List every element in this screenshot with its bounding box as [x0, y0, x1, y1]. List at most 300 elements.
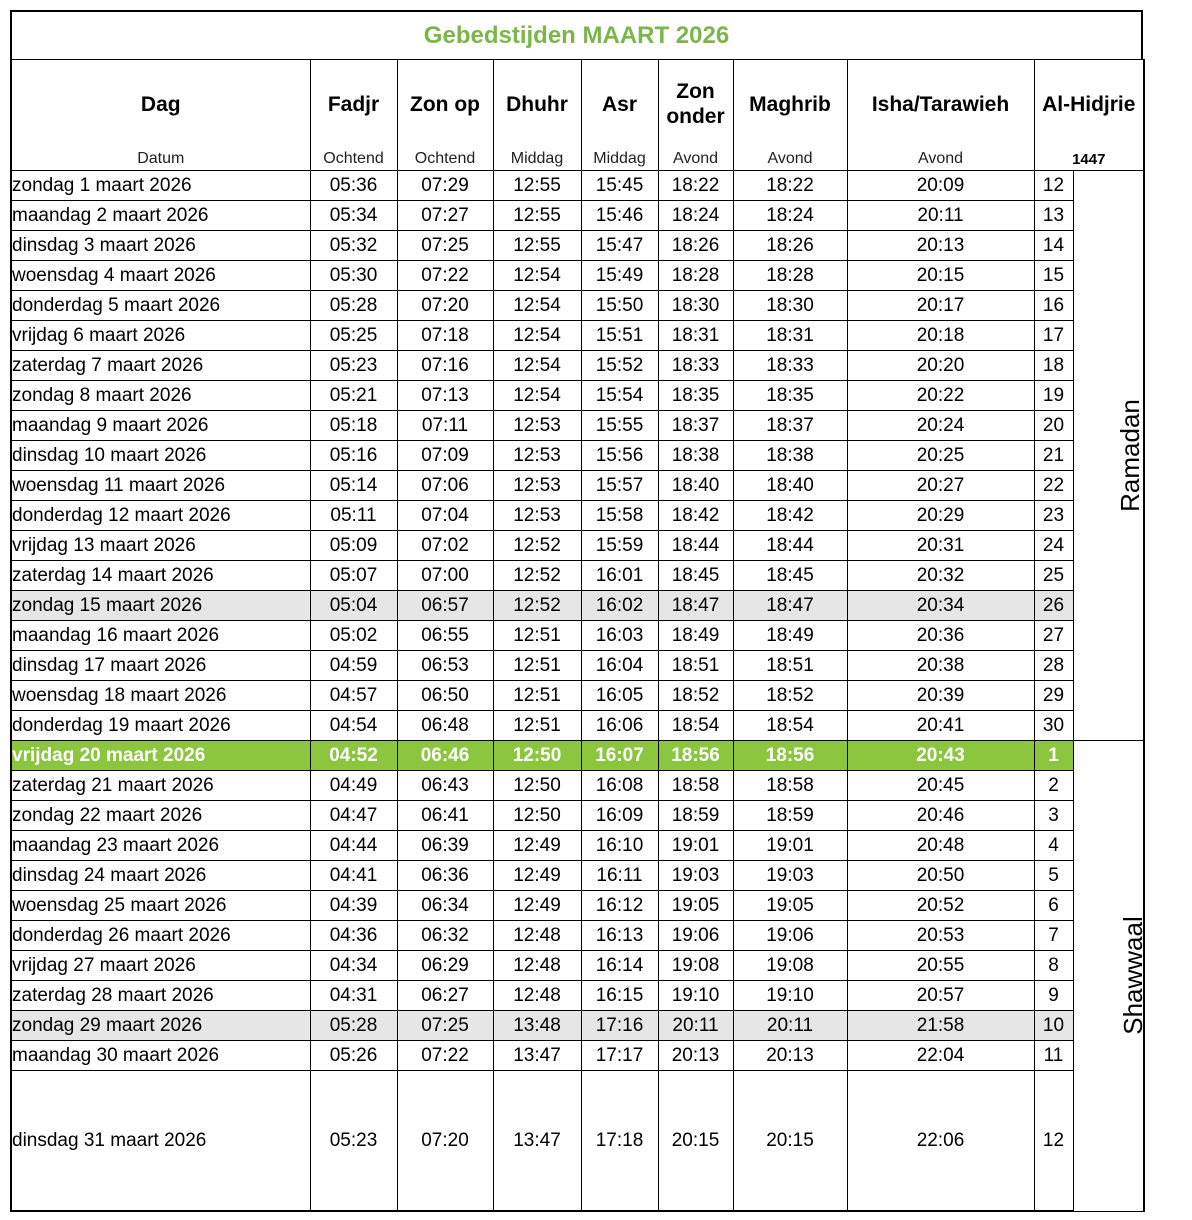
hidjrie-day-cell: 20 — [1034, 411, 1073, 441]
isha-cell: 20:53 — [847, 921, 1034, 951]
isha-cell: 20:39 — [847, 681, 1034, 711]
asr-cell: 16:15 — [581, 981, 658, 1011]
zononder-cell: 18:56 — [658, 741, 733, 771]
dhuhr-cell: 12:48 — [493, 951, 581, 981]
hidjrie-day-cell: 6 — [1034, 891, 1073, 921]
table-row — [11, 291, 1144, 321]
dhuhr-cell: 13:47 — [493, 1041, 581, 1071]
prayer-times-body — [11, 171, 1148, 1212]
asr-cell: 16:14 — [581, 951, 658, 981]
isha-cell: 20:52 — [847, 891, 1034, 921]
maghrib-cell: 18:58 — [733, 771, 847, 801]
day-cell: zaterdag 14 maart 2026 — [11, 561, 310, 591]
header-dhuhr: Dhuhr Middag — [493, 60, 581, 171]
fadjr-cell: 05:34 — [310, 201, 397, 231]
fadjr-cell: 05:21 — [310, 381, 397, 411]
zononder-cell: 18:45 — [658, 561, 733, 591]
asr-cell: 16:08 — [581, 771, 658, 801]
maghrib-cell: 19:05 — [733, 891, 847, 921]
dhuhr-cell: 12:53 — [493, 471, 581, 501]
hidjrie-day-cell: 23 — [1034, 501, 1073, 531]
day-cell: zondag 29 maart 2026 — [11, 1011, 310, 1041]
isha-cell: 20:11 — [847, 201, 1034, 231]
prayer-times-sheet — [10, 10, 1148, 1207]
asr-cell: 15:45 — [581, 171, 658, 201]
asr-cell: 16:11 — [581, 861, 658, 891]
maghrib-cell: 19:03 — [733, 861, 847, 891]
fadjr-cell: 05:28 — [310, 291, 397, 321]
table-row — [11, 501, 1144, 531]
hidjrie-day-cell: 15 — [1034, 261, 1073, 291]
zonop-cell: 07:18 — [397, 321, 493, 351]
zononder-cell: 18:28 — [658, 261, 733, 291]
table-row — [11, 261, 1144, 291]
dhuhr-cell: 12:55 — [493, 201, 581, 231]
maghrib-cell: 18:30 — [733, 291, 847, 321]
maghrib-cell: 19:08 — [733, 951, 847, 981]
fadjr-cell: 05:25 — [310, 321, 397, 351]
isha-cell: 20:24 — [847, 411, 1034, 441]
fadjr-cell: 05:32 — [310, 231, 397, 261]
day-cell: dinsdag 31 maart 2026 — [11, 1071, 310, 1212]
zonop-cell: 06:34 — [397, 891, 493, 921]
day-cell: dinsdag 17 maart 2026 — [11, 651, 310, 681]
fadjr-cell: 04:52 — [310, 741, 397, 771]
isha-cell: 20:27 — [847, 471, 1034, 501]
zonop-cell: 06:27 — [397, 981, 493, 1011]
hidjrie-day-cell: 29 — [1034, 681, 1073, 711]
asr-cell: 16:10 — [581, 831, 658, 861]
day-cell: zaterdag 21 maart 2026 — [11, 771, 310, 801]
zonop-cell: 06:36 — [397, 861, 493, 891]
asr-cell: 16:06 — [581, 711, 658, 741]
hidjrie-day-cell: 13 — [1034, 201, 1073, 231]
day-cell: donderdag 19 maart 2026 — [11, 711, 310, 741]
fadjr-cell: 05:11 — [310, 501, 397, 531]
hidjrie-day-cell: 24 — [1034, 531, 1073, 561]
hidjrie-day-cell: 14 — [1034, 231, 1073, 261]
sheet-title: Gebedstijden MAART 2026 — [10, 10, 1143, 59]
asr-cell: 16:07 — [581, 741, 658, 771]
maghrib-cell: 18:22 — [733, 171, 847, 201]
zonop-cell: 06:41 — [397, 801, 493, 831]
isha-cell: 21:58 — [847, 1011, 1034, 1041]
maghrib-cell: 18:54 — [733, 711, 847, 741]
isha-cell: 22:04 — [847, 1041, 1034, 1071]
dhuhr-cell: 12:49 — [493, 831, 581, 861]
zononder-cell: 18:47 — [658, 591, 733, 621]
maghrib-cell: 18:35 — [733, 381, 847, 411]
maghrib-cell: 20:15 — [733, 1071, 847, 1212]
zonop-cell: 07:16 — [397, 351, 493, 381]
zonop-cell: 07:20 — [397, 291, 493, 321]
zononder-cell: 19:08 — [658, 951, 733, 981]
dhuhr-cell: 12:53 — [493, 501, 581, 531]
isha-cell: 20:46 — [847, 801, 1034, 831]
zononder-cell: 18:38 — [658, 441, 733, 471]
asr-cell: 16:04 — [581, 651, 658, 681]
zonop-cell: 06:32 — [397, 921, 493, 951]
zononder-cell: 19:06 — [658, 921, 733, 951]
maghrib-cell: 18:37 — [733, 411, 847, 441]
fadjr-cell: 04:47 — [310, 801, 397, 831]
zonop-cell: 07:25 — [397, 231, 493, 261]
asr-cell: 17:18 — [581, 1071, 658, 1212]
day-cell: zaterdag 7 maart 2026 — [11, 351, 310, 381]
table-row — [11, 951, 1144, 981]
maghrib-cell: 20:11 — [733, 1011, 847, 1041]
asr-cell: 16:01 — [581, 561, 658, 591]
isha-cell: 20:50 — [847, 861, 1034, 891]
fadjr-cell: 05:14 — [310, 471, 397, 501]
zononder-cell: 18:54 — [658, 711, 733, 741]
dhuhr-cell: 12:52 — [493, 561, 581, 591]
zonop-cell: 06:29 — [397, 951, 493, 981]
zononder-cell: 18:44 — [658, 531, 733, 561]
dhuhr-cell: 12:50 — [493, 801, 581, 831]
zononder-cell: 18:49 — [658, 621, 733, 651]
day-cell: woensdag 25 maart 2026 — [11, 891, 310, 921]
asr-cell: 16:13 — [581, 921, 658, 951]
islamic-month-name: Ramadan — [1114, 399, 1145, 512]
islamic-month-name: Shawwaal — [1117, 916, 1148, 1036]
hidjrie-day-cell: 26 — [1034, 591, 1073, 621]
day-cell: maandag 16 maart 2026 — [11, 621, 310, 651]
fadjr-cell: 05:04 — [310, 591, 397, 621]
dhuhr-cell: 12:51 — [493, 681, 581, 711]
isha-cell: 20:25 — [847, 441, 1034, 471]
table-row — [11, 411, 1144, 441]
header-isha-tarawieh: Isha/Tarawieh Avond — [847, 60, 1034, 171]
table-row — [11, 621, 1144, 651]
dhuhr-cell: 12:54 — [493, 291, 581, 321]
dhuhr-cell: 12:52 — [493, 591, 581, 621]
asr-cell: 15:54 — [581, 381, 658, 411]
dhuhr-cell: 12:50 — [493, 771, 581, 801]
maghrib-cell: 18:28 — [733, 261, 847, 291]
isha-cell: 20:45 — [847, 771, 1034, 801]
asr-cell: 15:51 — [581, 321, 658, 351]
fadjr-cell: 04:31 — [310, 981, 397, 1011]
zonop-cell: 06:55 — [397, 621, 493, 651]
dhuhr-cell: 13:48 — [493, 1011, 581, 1041]
asr-cell: 15:56 — [581, 441, 658, 471]
fadjr-cell: 04:41 — [310, 861, 397, 891]
zononder-cell: 18:33 — [658, 351, 733, 381]
fadjr-cell: 04:57 — [310, 681, 397, 711]
hidjrie-day-cell: 12 — [1034, 1071, 1073, 1212]
hidjrie-day-cell: 8 — [1034, 951, 1073, 981]
asr-cell: 15:47 — [581, 231, 658, 261]
zonop-cell: 07:06 — [397, 471, 493, 501]
day-cell: zondag 22 maart 2026 — [11, 801, 310, 831]
day-cell: vrijdag 6 maart 2026 — [11, 321, 310, 351]
zononder-cell: 18:24 — [658, 201, 733, 231]
dhuhr-cell: 12:49 — [493, 891, 581, 921]
day-cell: zondag 1 maart 2026 — [11, 171, 310, 201]
fadjr-cell: 05:36 — [310, 171, 397, 201]
hidjrie-day-cell: 21 — [1034, 441, 1073, 471]
zononder-cell: 18:58 — [658, 771, 733, 801]
fadjr-cell: 04:36 — [310, 921, 397, 951]
table-row — [11, 171, 1144, 201]
table-row — [11, 1071, 1144, 1212]
isha-cell: 20:57 — [847, 981, 1034, 1011]
dhuhr-cell: 12:53 — [493, 411, 581, 441]
header-dag: Dag Datum — [11, 60, 310, 171]
maghrib-cell: 18:44 — [733, 531, 847, 561]
asr-cell: 15:59 — [581, 531, 658, 561]
table-row — [11, 681, 1144, 711]
table-row — [11, 801, 1144, 831]
maghrib-cell: 18:47 — [733, 591, 847, 621]
dhuhr-cell: 12:48 — [493, 921, 581, 951]
maghrib-cell: 18:26 — [733, 231, 847, 261]
zonop-cell: 06:53 — [397, 651, 493, 681]
asr-cell: 17:17 — [581, 1041, 658, 1071]
isha-cell: 20:15 — [847, 261, 1034, 291]
asr-cell: 16:09 — [581, 801, 658, 831]
hidjrie-day-cell: 4 — [1034, 831, 1073, 861]
zonop-cell: 07:22 — [397, 261, 493, 291]
zononder-cell: 18:40 — [658, 471, 733, 501]
asr-cell: 15:58 — [581, 501, 658, 531]
isha-cell: 20:13 — [847, 231, 1034, 261]
fadjr-cell: 05:23 — [310, 1071, 397, 1212]
hidjrie-day-cell: 19 — [1034, 381, 1073, 411]
hidjrie-day-cell: 5 — [1034, 861, 1073, 891]
isha-cell: 20:22 — [847, 381, 1034, 411]
fadjr-cell: 05:16 — [310, 441, 397, 471]
maghrib-cell: 18:49 — [733, 621, 847, 651]
dhuhr-cell: 12:54 — [493, 261, 581, 291]
isha-cell: 20:48 — [847, 831, 1034, 861]
dhuhr-cell: 12:48 — [493, 981, 581, 1011]
hidjrie-day-cell: 16 — [1034, 291, 1073, 321]
table-row — [11, 351, 1144, 381]
zononder-cell: 18:31 — [658, 321, 733, 351]
isha-cell: 20:43 — [847, 741, 1034, 771]
isha-cell: 20:17 — [847, 291, 1034, 321]
fadjr-cell: 05:18 — [310, 411, 397, 441]
day-cell: woensdag 18 maart 2026 — [11, 681, 310, 711]
zonop-cell: 07:20 — [397, 1071, 493, 1212]
table-row — [11, 921, 1144, 951]
maghrib-cell: 20:13 — [733, 1041, 847, 1071]
day-cell: vrijdag 20 maart 2026 — [11, 741, 310, 771]
zonop-cell: 07:25 — [397, 1011, 493, 1041]
hidjrie-day-cell: 10 — [1034, 1011, 1073, 1041]
maghrib-cell: 18:40 — [733, 471, 847, 501]
maghrib-cell: 19:06 — [733, 921, 847, 951]
zonop-cell: 06:46 — [397, 741, 493, 771]
dhuhr-cell: 12:54 — [493, 321, 581, 351]
zononder-cell: 18:30 — [658, 291, 733, 321]
fadjr-cell: 05:09 — [310, 531, 397, 561]
maghrib-cell: 18:38 — [733, 441, 847, 471]
asr-cell: 15:55 — [581, 411, 658, 441]
maghrib-cell: 18:52 — [733, 681, 847, 711]
zononder-cell: 19:10 — [658, 981, 733, 1011]
zonop-cell: 06:50 — [397, 681, 493, 711]
fadjr-cell: 05:26 — [310, 1041, 397, 1071]
hidjrie-day-cell: 12 — [1034, 171, 1073, 201]
dhuhr-cell: 12:54 — [493, 351, 581, 381]
dhuhr-cell: 12:55 — [493, 231, 581, 261]
isha-cell: 20:36 — [847, 621, 1034, 651]
maghrib-cell: 18:51 — [733, 651, 847, 681]
hidjrie-day-cell: 22 — [1034, 471, 1073, 501]
zononder-cell: 20:13 — [658, 1041, 733, 1071]
hidjrie-day-cell: 30 — [1034, 711, 1073, 741]
table-row — [11, 321, 1144, 351]
asr-cell: 16:02 — [581, 591, 658, 621]
zonop-cell: 07:11 — [397, 411, 493, 441]
dhuhr-cell: 12:51 — [493, 711, 581, 741]
zononder-cell: 18:42 — [658, 501, 733, 531]
hidjrie-day-cell: 28 — [1034, 651, 1073, 681]
asr-cell: 16:03 — [581, 621, 658, 651]
maghrib-cell: 19:10 — [733, 981, 847, 1011]
zonop-cell: 07:00 — [397, 561, 493, 591]
table-row — [11, 561, 1144, 591]
isha-cell: 20:55 — [847, 951, 1034, 981]
fadjr-cell: 04:54 — [310, 711, 397, 741]
isha-cell: 20:18 — [847, 321, 1034, 351]
maghrib-cell: 18:31 — [733, 321, 847, 351]
day-cell: zondag 8 maart 2026 — [11, 381, 310, 411]
isha-cell: 20:20 — [847, 351, 1034, 381]
table-row — [11, 981, 1144, 1011]
isha-cell: 20:31 — [847, 531, 1034, 561]
zonop-cell: 06:57 — [397, 591, 493, 621]
day-cell: woensdag 11 maart 2026 — [11, 471, 310, 501]
dhuhr-cell: 12:52 — [493, 531, 581, 561]
zononder-cell: 20:11 — [658, 1011, 733, 1041]
zonop-cell: 06:39 — [397, 831, 493, 861]
hidjrie-day-cell: 2 — [1034, 771, 1073, 801]
zononder-cell: 20:15 — [658, 1071, 733, 1212]
table-row — [11, 711, 1144, 741]
maghrib-cell: 18:56 — [733, 741, 847, 771]
dhuhr-cell: 12:50 — [493, 741, 581, 771]
header-zon-onder: Zon onder Avond — [658, 60, 733, 171]
table-row — [11, 1041, 1144, 1071]
fadjr-cell: 04:34 — [310, 951, 397, 981]
hidjrie-day-cell: 3 — [1034, 801, 1073, 831]
day-cell: maandag 23 maart 2026 — [11, 831, 310, 861]
day-cell: vrijdag 13 maart 2026 — [11, 531, 310, 561]
maghrib-cell: 18:42 — [733, 501, 847, 531]
table-row — [11, 651, 1144, 681]
day-cell: zondag 15 maart 2026 — [11, 591, 310, 621]
dhuhr-cell: 12:51 — [493, 621, 581, 651]
dhuhr-cell: 12:54 — [493, 381, 581, 411]
fadjr-cell: 04:59 — [310, 651, 397, 681]
zononder-cell: 18:22 — [658, 171, 733, 201]
day-cell: donderdag 5 maart 2026 — [11, 291, 310, 321]
hidjrie-day-cell: 25 — [1034, 561, 1073, 591]
zonop-cell: 07:04 — [397, 501, 493, 531]
zonop-cell: 07:09 — [397, 441, 493, 471]
zononder-cell: 19:01 — [658, 831, 733, 861]
header-zon-op: Zon op Ochtend — [397, 60, 493, 171]
dhuhr-cell: 12:49 — [493, 861, 581, 891]
zonop-cell: 07:13 — [397, 381, 493, 411]
zononder-cell: 18:35 — [658, 381, 733, 411]
day-cell: donderdag 26 maart 2026 — [11, 921, 310, 951]
fadjr-cell: 04:44 — [310, 831, 397, 861]
zononder-cell: 18:52 — [658, 681, 733, 711]
zonop-cell: 06:48 — [397, 711, 493, 741]
table-row — [11, 891, 1144, 921]
table-row — [11, 741, 1144, 771]
hidjrie-day-cell: 9 — [1034, 981, 1073, 1011]
zonop-cell: 07:27 — [397, 201, 493, 231]
maghrib-cell: 18:33 — [733, 351, 847, 381]
zononder-cell: 18:51 — [658, 651, 733, 681]
table-row — [11, 1011, 1144, 1041]
zonop-cell: 06:43 — [397, 771, 493, 801]
asr-cell: 15:50 — [581, 291, 658, 321]
fadjr-cell: 04:49 — [310, 771, 397, 801]
zonop-cell: 07:29 — [397, 171, 493, 201]
asr-cell: 15:49 — [581, 261, 658, 291]
isha-cell: 20:09 — [847, 171, 1034, 201]
maghrib-cell: 19:01 — [733, 831, 847, 861]
dhuhr-cell: 12:55 — [493, 171, 581, 201]
table-row — [11, 231, 1144, 261]
zononder-cell: 19:05 — [658, 891, 733, 921]
asr-cell: 15:46 — [581, 201, 658, 231]
maghrib-cell: 18:24 — [733, 201, 847, 231]
isha-cell: 20:32 — [847, 561, 1034, 591]
hidjrie-day-cell: 17 — [1034, 321, 1073, 351]
zonop-cell: 07:22 — [397, 1041, 493, 1071]
prayer-times-table — [10, 59, 1148, 1212]
asr-cell: 15:52 — [581, 351, 658, 381]
isha-cell: 20:38 — [847, 651, 1034, 681]
islamic-month-label — [1073, 741, 1148, 1212]
isha-cell: 20:34 — [847, 591, 1034, 621]
zonop-cell: 07:02 — [397, 531, 493, 561]
day-cell: woensdag 4 maart 2026 — [11, 261, 310, 291]
day-cell: dinsdag 3 maart 2026 — [11, 231, 310, 261]
table-row — [11, 201, 1144, 231]
maghrib-cell: 18:59 — [733, 801, 847, 831]
header-maghrib: Maghrib Avond — [733, 60, 847, 171]
day-cell: maandag 9 maart 2026 — [11, 411, 310, 441]
day-cell: donderdag 12 maart 2026 — [11, 501, 310, 531]
asr-cell: 16:12 — [581, 891, 658, 921]
hidjrie-day-cell: 27 — [1034, 621, 1073, 651]
hidjrie-day-cell: 18 — [1034, 351, 1073, 381]
zononder-cell: 18:37 — [658, 411, 733, 441]
table-row — [11, 831, 1144, 861]
isha-cell: 20:41 — [847, 711, 1034, 741]
table-row — [11, 471, 1144, 501]
header-asr: Asr Middag — [581, 60, 658, 171]
asr-cell: 15:57 — [581, 471, 658, 501]
hidjrie-day-cell: 11 — [1034, 1041, 1073, 1071]
zononder-cell: 18:26 — [658, 231, 733, 261]
dhuhr-cell: 12:51 — [493, 651, 581, 681]
day-cell: zaterdag 28 maart 2026 — [11, 981, 310, 1011]
table-row — [11, 771, 1144, 801]
asr-cell: 17:16 — [581, 1011, 658, 1041]
zononder-cell: 18:59 — [658, 801, 733, 831]
isha-cell: 22:06 — [847, 1071, 1034, 1212]
